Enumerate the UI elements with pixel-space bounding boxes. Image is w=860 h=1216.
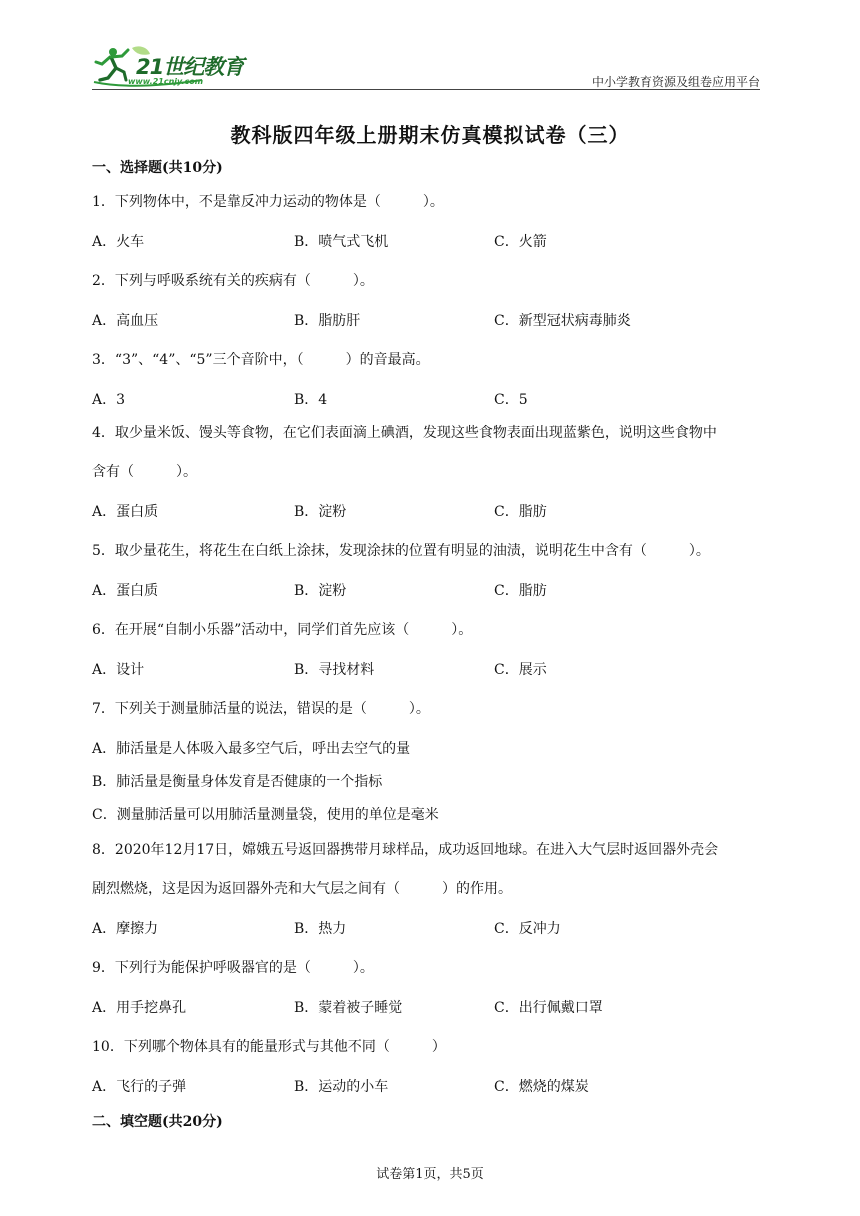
question-6-option-a: A．设计 xyxy=(92,662,145,678)
question-7-option-c: C．测量肺活量可以用肺活量测量袋，使用的单位是毫米 xyxy=(92,807,439,823)
question-4-option-c: C．脂肪 xyxy=(494,504,547,520)
question-4-option-a: A．蛋白质 xyxy=(92,504,159,520)
question-9-option-c: C．出行佩戴口罩 xyxy=(494,1000,603,1016)
page-footer: 试卷第1页，共5页 xyxy=(376,1167,484,1182)
question-8-option-a: A．摩擦力 xyxy=(92,921,159,937)
question-6-option-b: B．寻找材料 xyxy=(294,662,375,678)
question-5-option-a: A．蛋白质 xyxy=(92,583,159,599)
question-4-stem-line-2: 含有（ ）。 xyxy=(92,464,197,480)
question-3-option-b: B．4 xyxy=(294,392,328,408)
question-2-option-b: B．脂肪肝 xyxy=(294,313,361,329)
logo-wordmark: 21世纪教育 xyxy=(136,55,244,79)
question-9-option-b: B．蒙着被子睡觉 xyxy=(294,1000,403,1016)
question-5-stem: 5．取少量花生，将花生在白纸上涂抹，发现涂抹的位置有明显的油渍，说明花生中含有（ ）。 xyxy=(92,543,710,559)
question-5-option-b: B．淀粉 xyxy=(294,583,347,599)
exam-title: 教科版四年级上册期末仿真模拟试卷（三） xyxy=(230,123,630,147)
question-5-option-c: C．脂肪 xyxy=(494,583,547,599)
question-1-stem: 1．下列物体中，不是靠反冲力运动的物体是（ ）。 xyxy=(92,194,444,210)
question-2-stem: 2．下列与呼吸系统有关的疾病有（ ）。 xyxy=(92,273,374,289)
question-7-option-b: B．肺活量是衡量身体发育是否健康的一个指标 xyxy=(92,774,383,790)
question-8-option-b: B．热力 xyxy=(294,921,347,937)
site-logo xyxy=(92,42,257,90)
question-6-option-c: C．展示 xyxy=(494,662,547,678)
question-1-option-a: A．火车 xyxy=(92,234,145,250)
question-10-stem: 10．下列哪个物体具有的能量形式与其他不同（ ） xyxy=(92,1039,446,1055)
header-divider xyxy=(92,89,760,90)
question-1-option-c: C．火箭 xyxy=(494,234,547,250)
platform-name: 中小学教育资源及组卷应用平台 xyxy=(591,75,760,89)
question-2-option-c: C．新型冠状病毒肺炎 xyxy=(494,313,631,329)
question-4-option-b: B．淀粉 xyxy=(294,504,347,520)
question-7-option-a: A．肺活量是人体吸入最多空气后，呼出去空气的量 xyxy=(92,741,411,757)
question-6-stem: 6．在开展“自制小乐器”活动中，同学们首先应该（ ）。 xyxy=(92,622,473,638)
question-10-option-c: C．燃烧的煤炭 xyxy=(494,1079,589,1095)
question-2-option-a: A．高血压 xyxy=(92,313,159,329)
question-8-stem-line-2: 剧烈燃烧，这是因为返回器外壳和大气层之间有（ ）的作用。 xyxy=(92,881,512,897)
question-3-stem: 3．“3”、“4”、“5”三个音阶中，（ ）的音最高。 xyxy=(92,352,430,368)
question-3-option-a: A．3 xyxy=(92,392,126,408)
question-3-option-c: C．5 xyxy=(494,392,528,408)
question-1-option-b: B．喷气式飞机 xyxy=(294,234,389,250)
question-10-option-a: A．飞行的子弹 xyxy=(92,1079,187,1095)
logo-url: www.21cnjy.com xyxy=(128,77,204,86)
question-4-stem-line-1: 4．取少量米饭、馒头等食物，在它们表面滴上碘酒，发现这些食物表面出现蓝紫色，说明这些食物中 xyxy=(92,425,717,441)
question-8-stem-line-1: 8．2020年12月17日，嫦娥五号返回器携带月球样品，成功返回地球。在进入大气层时返回器外壳会 xyxy=(92,842,719,858)
section-heading-choice: 一、选择题(共10分) xyxy=(92,160,223,176)
question-10-option-b: B．运动的小车 xyxy=(294,1079,389,1095)
question-7-stem: 7．下列关于测量肺活量的说法，错误的是（ ）。 xyxy=(92,701,430,717)
section-heading-fill-blank: 二、填空题(共20分) xyxy=(92,1114,223,1130)
question-9-stem: 9．下列行为能保护呼吸器官的是（ ）。 xyxy=(92,960,374,976)
question-8-option-c: C．反冲力 xyxy=(494,921,561,937)
question-9-option-a: A．用手挖鼻孔 xyxy=(92,1000,187,1016)
